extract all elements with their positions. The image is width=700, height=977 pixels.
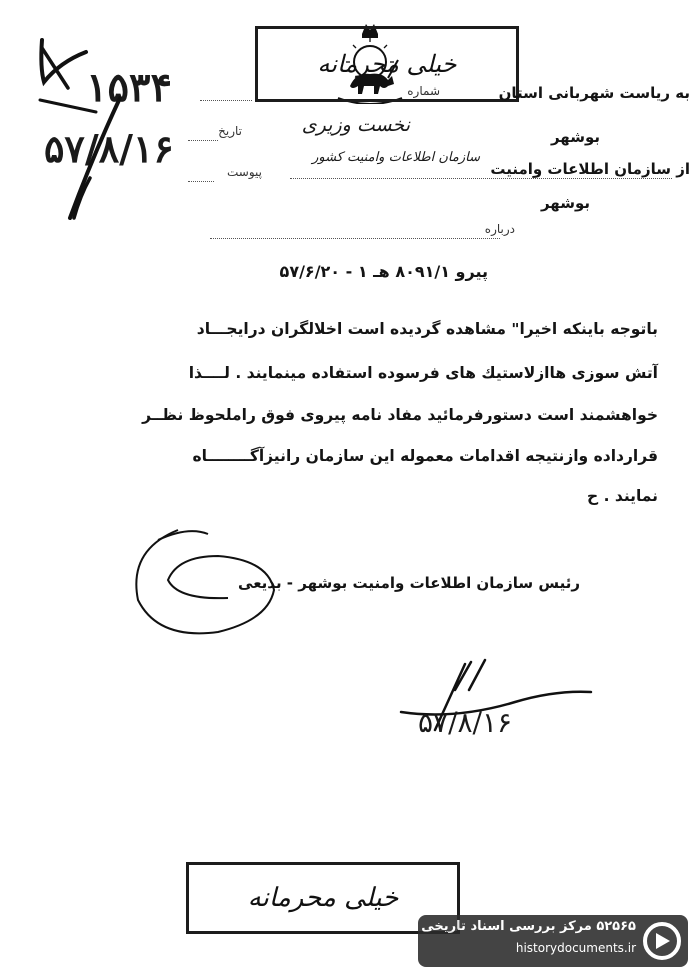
recipient-line: به ریاست شهربانی استان (498, 84, 690, 102)
handwritten-from: سازمان اطلاعات وامنیت کشور (312, 150, 480, 165)
stamp-bottom-text: خیلی محرمانه (247, 883, 399, 913)
body-line-4: قرارداده وازنتیجه اقدامات معموله این سازمان رانیزآگــــــــاه (192, 447, 658, 465)
subject-label: درباره (484, 222, 515, 236)
watermark-url: historydocuments.ir (515, 941, 636, 955)
archive-logo-icon (642, 921, 682, 961)
signature-scribble (118, 520, 298, 650)
handwritten-number: ۱۵۳۴ (86, 64, 172, 111)
body-line-1: باتوجه باینکه اخیرا" مشاهده گردیده است اخلالگران درایجـــاد (196, 320, 658, 338)
city-line-2: بوشهر (540, 194, 590, 212)
watermark-name: مرکز بررسی اسناد تاریخی (421, 919, 592, 934)
subject-dotline (210, 238, 500, 239)
city-line-1: بوشهر (550, 128, 600, 146)
signature-line: رئیس سازمان اطلاعات وامنیت بوشهر - بدیعی (238, 574, 580, 592)
confidential-stamp-top (255, 26, 519, 102)
watermark-code: ۵۲۵۶۵ (596, 919, 636, 934)
handwritten-date-bottom: ۵۷/۸/۱۶ (418, 706, 513, 739)
body-line-5: نمایند . ح (587, 487, 658, 505)
archive-watermark (418, 915, 688, 967)
handwritten-office: نخست وزیری (301, 114, 410, 136)
number-label: شماره (407, 84, 440, 98)
body-line-3: خواهشمند است دستورفرمائید مفاد نامه پیروی فوق راملحوظ نظــر (142, 406, 658, 424)
handwritten-date: ۵۷/۸/۱۶ (44, 126, 174, 171)
from-underline (290, 178, 672, 179)
handwritten-strokes-top (30, 28, 210, 228)
body-line-2: آتش سوزی هاازلاستیك های فرسوده استفاده مینمایند . لــــذا (188, 364, 658, 382)
reference-line: پیرو ۸۰۹۱/۱ هـ ۱ - ۵۷/۶/۲۰ (279, 262, 488, 281)
watermark-title (421, 919, 636, 934)
stamp-top-text: خیلی محرمانه (317, 50, 457, 78)
from-line: از سازمان اطلاعات وامنیت (490, 160, 690, 178)
attachment-label: پیوست (227, 165, 262, 179)
date-label: تاریخ (218, 124, 242, 138)
